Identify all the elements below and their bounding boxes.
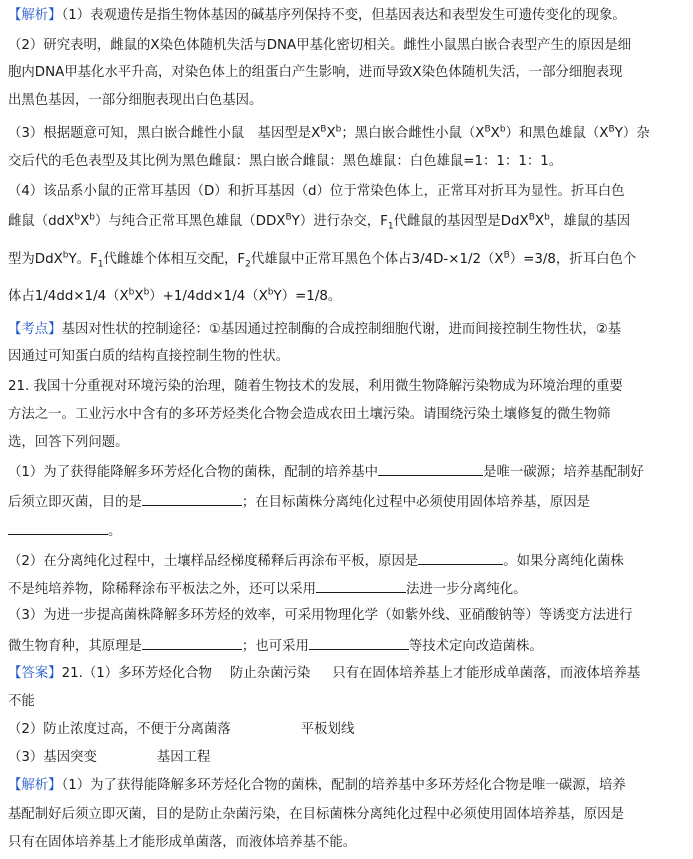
line-10: 体占$1/4dd\times 1/4(X^bX^b)+1/4dd\times 1/4(X^bY)=1/8$。 [8, 287, 342, 304]
answer-blank[interactable] [142, 491, 242, 506]
line-28: 基配制好后须立即灭菌，目的是防止杂菌污染，在目标菌株分离纯化过程中必须使用固体培养基，原因是 [8, 807, 624, 822]
line-4: 出黑色基因，一部分细胞表现出白色基因。 [8, 93, 263, 108]
line-2: （2）研究表明，雌鼠的X染色体随机失活与DNA甲基化密切相关。雌性小鼠黑白嵌合表型产生的原因是细 [8, 38, 631, 53]
answer-blank[interactable] [378, 461, 483, 476]
line-3: 胞内DNA甲基化水平升高，对染色体上的组蛋白产生影响，进而导致X染色体随机失活，一部分细胞表现 [8, 65, 623, 80]
key-point-tag: 【考点】 [8, 322, 62, 337]
line-11: 【考点】基因对性状的控制途径：①基因通过控制酶的合成控制细胞代谢，进而间接控制生物性状，②基 [8, 322, 622, 337]
answer-blank[interactable] [8, 520, 108, 535]
line-8: 雌鼠$(ddX^bX^b)$与纯合正常耳黑色雄鼠$(DDX^BY)$进行杂交，$F_1$代雌鼠的基因型是$DdX^BX^b$，雄鼠的基因 [8, 212, 631, 232]
line-26: （3）基因突变 基因工程 [8, 750, 211, 765]
question-21-line-3: 选，回答下列问题。 [8, 435, 129, 450]
line-19: （2）在分离纯化过程中，土壤样品经梯度稀释后再涂布平板，原因是 。如果分离纯化菌株 [8, 550, 685, 572]
line-6: 交后代的毛色表型及其比例为黑色雌鼠：黑白嵌合雌鼠：黑色雄鼠：白色雄鼠=1：1：1：1。 [8, 154, 563, 169]
analysis-tag: 【解析】 [8, 778, 62, 793]
line-16: （1）为了获得能降解多环芳烃化合物的菌株，配制的培养基中 是唯一碳源；培养基配制好 [8, 461, 685, 483]
answer-blank[interactable] [316, 578, 406, 593]
answer-tag: 【答案】 [8, 666, 62, 681]
line-21: （3）为进一步提高菌株降解多环芳烃的效率，可采用物理化学（如紫外线、亚硝酸钠等）等诱变方法进行 [8, 608, 633, 623]
question-21-line-2: 方法之一。工业污水中含有的多环芳烃类化合物会造成农田土壤污染。请围绕污染土壤修复的微生物筛 [8, 407, 611, 422]
answer-blank[interactable] [309, 635, 409, 650]
analysis-tag: 【解析】 [8, 8, 62, 23]
line-27: 【解析】（1）为了获得能降解多环芳烃化合物的菌株，配制的培养基中多环芳烃化合物是唯一碳源，培养 [8, 778, 626, 793]
line-12: 因通过可知蛋白质的结构直接控制生物的性状。 [8, 349, 290, 364]
line-5: （3）根据题意可知，黑白嵌合雌性小鼠 基因型是$X^BX^b$；黑白嵌合雌性小鼠$(X^BX^b)$和黑色雄鼠$(X^BY)$杂 [8, 124, 650, 141]
answer-blank[interactable] [142, 635, 242, 650]
line-18: 。 [8, 520, 685, 542]
line-23: 【答案】21.（1）多环芳烃化合物 防止杂菌污染 只有在固体培养基上才能形成单菌落，而液体培养基 [8, 666, 641, 681]
answer-blank[interactable] [418, 550, 503, 565]
line-1: 【解析】（1）表观遗传是指生物体基因的碱基序列保持不变，但基因表达和表型发生可遗传变化的现象。 [8, 8, 626, 23]
line-29: 只有在固体培养基上才能形成单菌落，而液体培养基不能。 [8, 835, 357, 850]
line-7: （4）该品系小鼠的正常耳基因（D）和折耳基因（d）位于常染色体上，正常耳对折耳为显性。折耳白色 [8, 184, 625, 199]
line-9: 型为DdX$^b$Y。$F_1$代雌雄个体相互交配，$F_2$代雄鼠中正常耳黑色个体占$3/4D-\times 1/2(X^B)=3/8$，折耳白色个 [8, 250, 637, 270]
question-21-line-1: 21. 我国十分重视对环境污染的治理，随着生物技术的发展，利用微生物降解污染物成为环境治理的重要 [8, 379, 623, 394]
line-22: 微生物育种，其原理是 ；也可采用 等技术定向改造菌株。 [8, 635, 685, 657]
line-17: 后须立即灭菌，目的是 ；在目标菌株分离纯化过程中必须使用固体培养基，原因是 [8, 491, 685, 513]
line-20: 不是纯培养物，除稀释涂布平板法之外，还可以采用 法进一步分离纯化。 [8, 578, 685, 600]
line-25: （2）防止浓度过高，不便于分离菌落 平板划线 [8, 722, 355, 737]
line-24: 不能 [8, 694, 35, 709]
